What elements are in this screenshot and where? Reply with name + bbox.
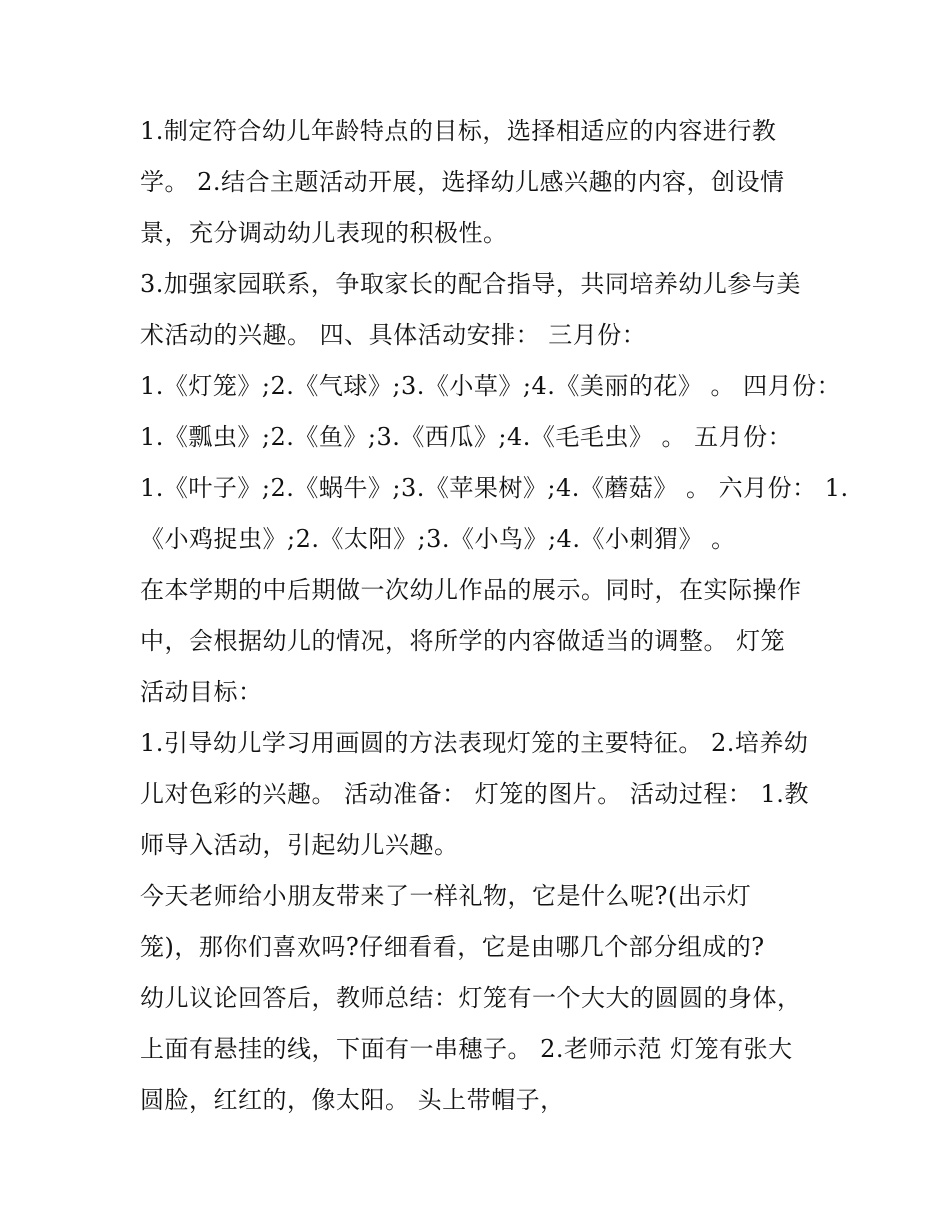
document-body xyxy=(140,106,849,1126)
text-line: 笼)，那你们喜欢吗?仔细看看，它是由哪几个部分组成的? xyxy=(140,933,765,961)
text-line: 1.引导幼儿学习用画圆的方法表现灯笼的主要特征。 2.培养幼 xyxy=(140,729,809,757)
text-line: 术活动的兴趣。 四、具体活动安排： 三月份： xyxy=(140,321,647,349)
text-line: 3.加强家园联系，争取家长的配合指导，共同培养幼儿参与美 xyxy=(140,270,801,298)
text-line: 上面有悬挂的线，下面有一串穗子。 2.老师示范 灯笼有张大 xyxy=(140,1035,793,1063)
text-line: 活动目标： xyxy=(140,678,263,706)
text-line: 景，充分调动幼儿表现的积极性。 xyxy=(140,219,508,247)
text-line: 学。 2.结合主题活动开展，选择幼儿感兴趣的内容，创设情 xyxy=(140,168,785,196)
text-line: 幼儿议论回答后，教师总结：灯笼有一个大大的圆圆的身体， xyxy=(140,984,802,1012)
text-line: 1.《瓢虫》;2.《鱼》;3.《西瓜》;4.《毛毛虫》 。 五月份： xyxy=(140,423,793,451)
text-line: 1.《叶子》;2.《蜗牛》;3.《苹果树》;4.《蘑菇》 。 六月份： 1. xyxy=(140,474,849,502)
text-line: 在本学期的中后期做一次幼儿作品的展示。同时，在实际操作 xyxy=(140,576,802,604)
text-line: 圆脸，红红的，像太阳。 头上带帽子， xyxy=(140,1086,565,1114)
text-line: 今天老师给小朋友带来了一样礼物，它是什么呢?(出示灯 xyxy=(140,882,752,910)
text-line: 师导入活动，引起幼儿兴趣。 xyxy=(140,831,459,859)
text-line: 儿对色彩的兴趣。 活动准备： 灯笼的图片。 活动过程： 1.教 xyxy=(140,780,809,808)
text-line: 《小鸡捉虫》;2.《太阳》;3.《小鸟》;4.《小刺猬》 。 xyxy=(140,525,736,553)
text-line: 1.《灯笼》;2.《气球》;3.《小草》;4.《美丽的花》 。 四月份： xyxy=(140,372,842,400)
text-line: 1.制定符合幼儿年龄特点的目标，选择相适应的内容进行教 xyxy=(140,117,777,145)
text-line: 中，会根据幼儿的情况，将所学的内容做适当的调整。 灯笼 xyxy=(140,627,786,655)
